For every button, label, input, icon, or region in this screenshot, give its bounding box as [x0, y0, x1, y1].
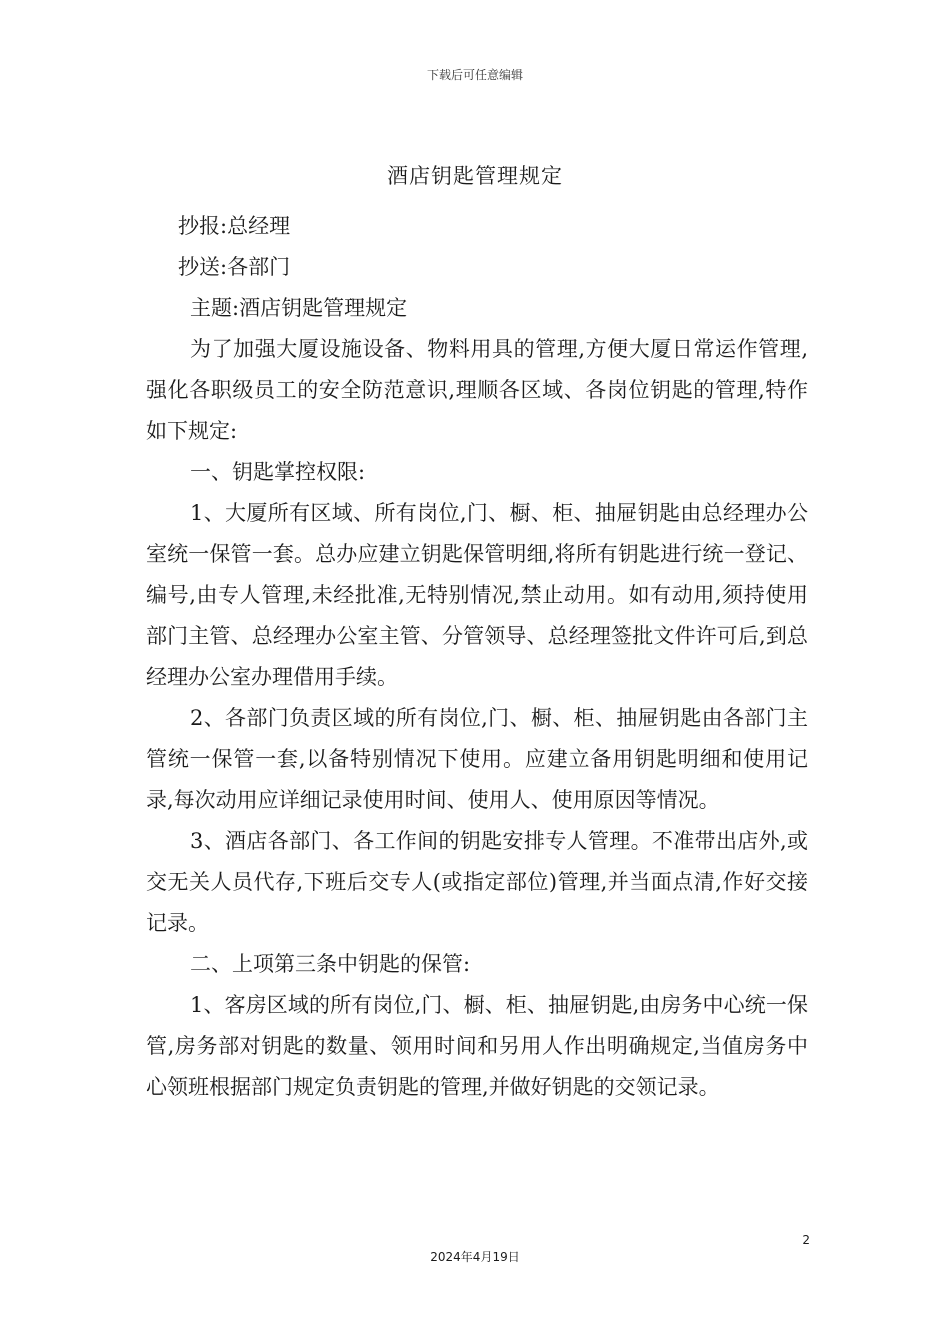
footer-date: 2024年4月19日: [430, 1250, 520, 1264]
paragraph-1-2: 2、各部门负责区域的所有岗位,门、橱、柜、抽屉钥匙由各部门主管统一保管一套,以备特别情况下使用。应建立备用钥匙明细和使用记录,每次动用应详细记录使用时间、使用人、使用原因等情况。: [146, 706, 808, 812]
paragraph-intro: 为了加强大厦设施设备、物料用具的管理,方便大厦日常运作管理,强化各职级员工的安全防范意识,理顺各区域、各岗位钥匙的管理,特作如下规定:: [146, 337, 808, 443]
paragraph-1-3: 3、酒店各部门、各工作间的钥匙安排专人管理。不准带出店外,或交无关人员代存,下班后交专人(或指定部位)管理,并当面点清,作好交接记录。: [146, 829, 808, 935]
subject-line: 主题:酒店钥匙管理规定: [190, 296, 408, 320]
document-title: 酒店钥匙管理规定: [387, 164, 563, 188]
send-line: 抄送:各部门: [178, 255, 291, 279]
section-heading-2: 二、上项第三条中钥匙的保管:: [190, 952, 471, 976]
paragraph-2-1: 1、客房区域的所有岗位,门、橱、柜、抽屉钥匙,由房务中心统一保管,房务部对钥匙的数量、领用时间和另用人作出明确规定,当值房务中心领班根据部门规定负责钥匙的管理,并做好钥匙的交领记录。: [146, 993, 808, 1099]
section-heading-1: 一、钥匙掌控权限:: [190, 460, 366, 484]
page-header: 下载后可任意编辑: [426, 68, 523, 82]
paragraph-1-1: 1、大厦所有区域、所有岗位,门、橱、柜、抽屉钥匙由总经理办公室统一保管一套。总办应建立钥匙保管明细,将所有钥匙进行统一登记、编号,由专人管理,未经批准,无特别情况,禁止动用。如有动用,须持使用部门主管、总经理办公室主管、分管领导、总经理签批文件许可后,到总经理办公室办理借用手续。: [146, 501, 808, 689]
page-number: 2: [802, 1233, 810, 1247]
cc-line: 抄报:总经理: [178, 214, 291, 238]
document-body: [146, 206, 808, 1108]
